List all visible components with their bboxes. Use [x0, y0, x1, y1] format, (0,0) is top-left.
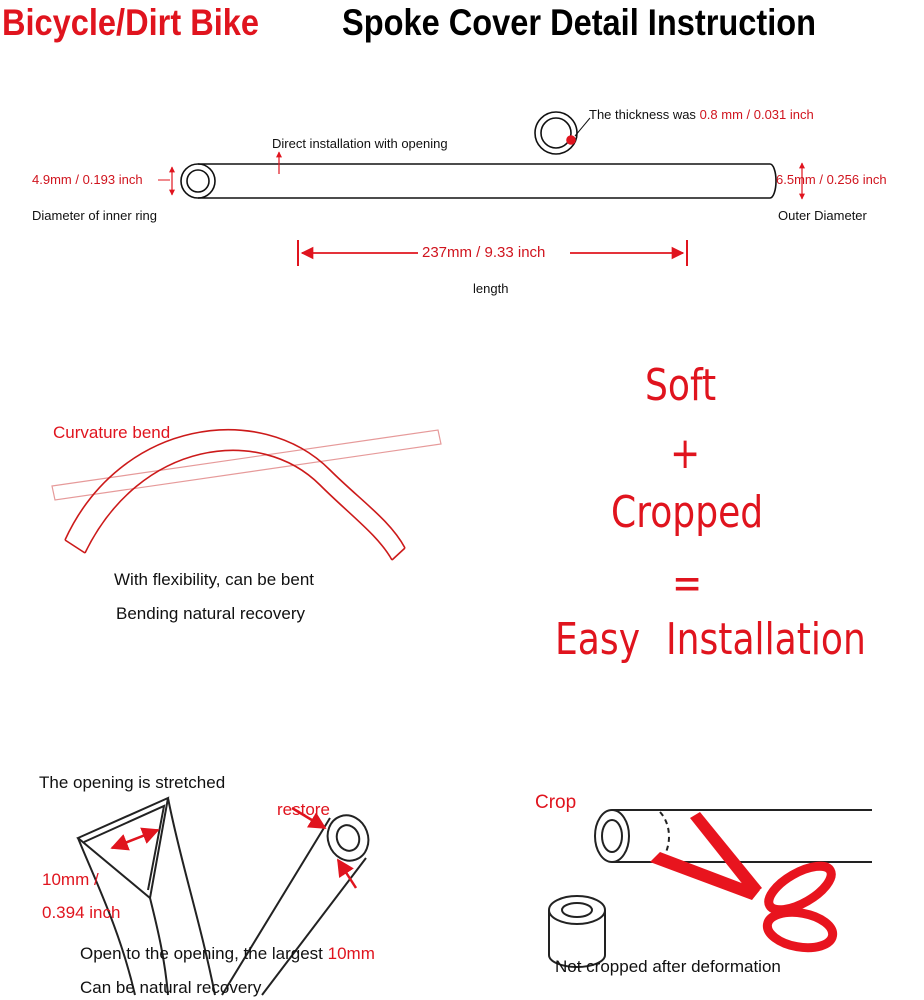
thickness-label-text: The thickness was	[589, 107, 696, 122]
thickness-value: 0.8 mm / 0.031 inch	[699, 107, 814, 122]
slogan-equals: =	[672, 558, 703, 609]
slogan-plus: +	[670, 428, 701, 479]
opening-title: The opening is stretched	[39, 773, 226, 792]
slogan-soft: Soft	[645, 360, 717, 411]
opening-caption-1-value: 10mm	[327, 944, 375, 963]
flex-line-1: With flexibility, can be bent	[114, 570, 314, 589]
length-label: length	[473, 281, 509, 296]
outer-diameter-label: Outer Diameter	[778, 208, 867, 223]
crop-title: Crop	[535, 792, 577, 813]
page-title: Spoke Cover Detail Instruction	[342, 2, 817, 43]
curvature-bend-drawing	[52, 430, 441, 560]
curvature-title: Curvature bend	[53, 423, 171, 442]
opening-install-label: Direct installation with opening	[272, 136, 448, 151]
opening-size-line-2: 0.394 inch	[42, 903, 121, 922]
opening-size-line-1: 10mm /	[42, 870, 99, 889]
opening-caption-1-text: Open to the opening, the largest	[80, 944, 323, 963]
slogan-cropped: Cropped	[611, 487, 764, 538]
slogan-installation: Installation	[666, 614, 866, 665]
inner-diameter-value: 4.9mm / 0.193 inch	[32, 172, 143, 187]
inner-diameter-label: Diameter of inner ring	[32, 208, 157, 223]
tube-drawing	[181, 164, 776, 198]
scissors-icon	[650, 812, 838, 952]
crop-caption: Not cropped after deformation	[555, 957, 781, 976]
opening-caption-2: Can be natural recovery	[80, 978, 262, 997]
thickness-label	[589, 107, 814, 122]
opening-drawing	[78, 798, 215, 995]
restore-tube-drawing	[222, 810, 375, 995]
flex-line-2: Bending natural recovery	[116, 604, 306, 623]
opening-caption-1	[80, 944, 375, 964]
outer-diameter-value: 6.5mm / 0.256 inch	[776, 172, 887, 187]
length-value: 237mm / 9.33 inch	[422, 244, 546, 261]
title-bike-type: Bicycle/Dirt Bike	[2, 2, 259, 43]
restore-label: restore	[277, 800, 330, 819]
slogan-easy: Easy	[555, 614, 641, 665]
ring-cross-section-icon	[535, 112, 590, 154]
